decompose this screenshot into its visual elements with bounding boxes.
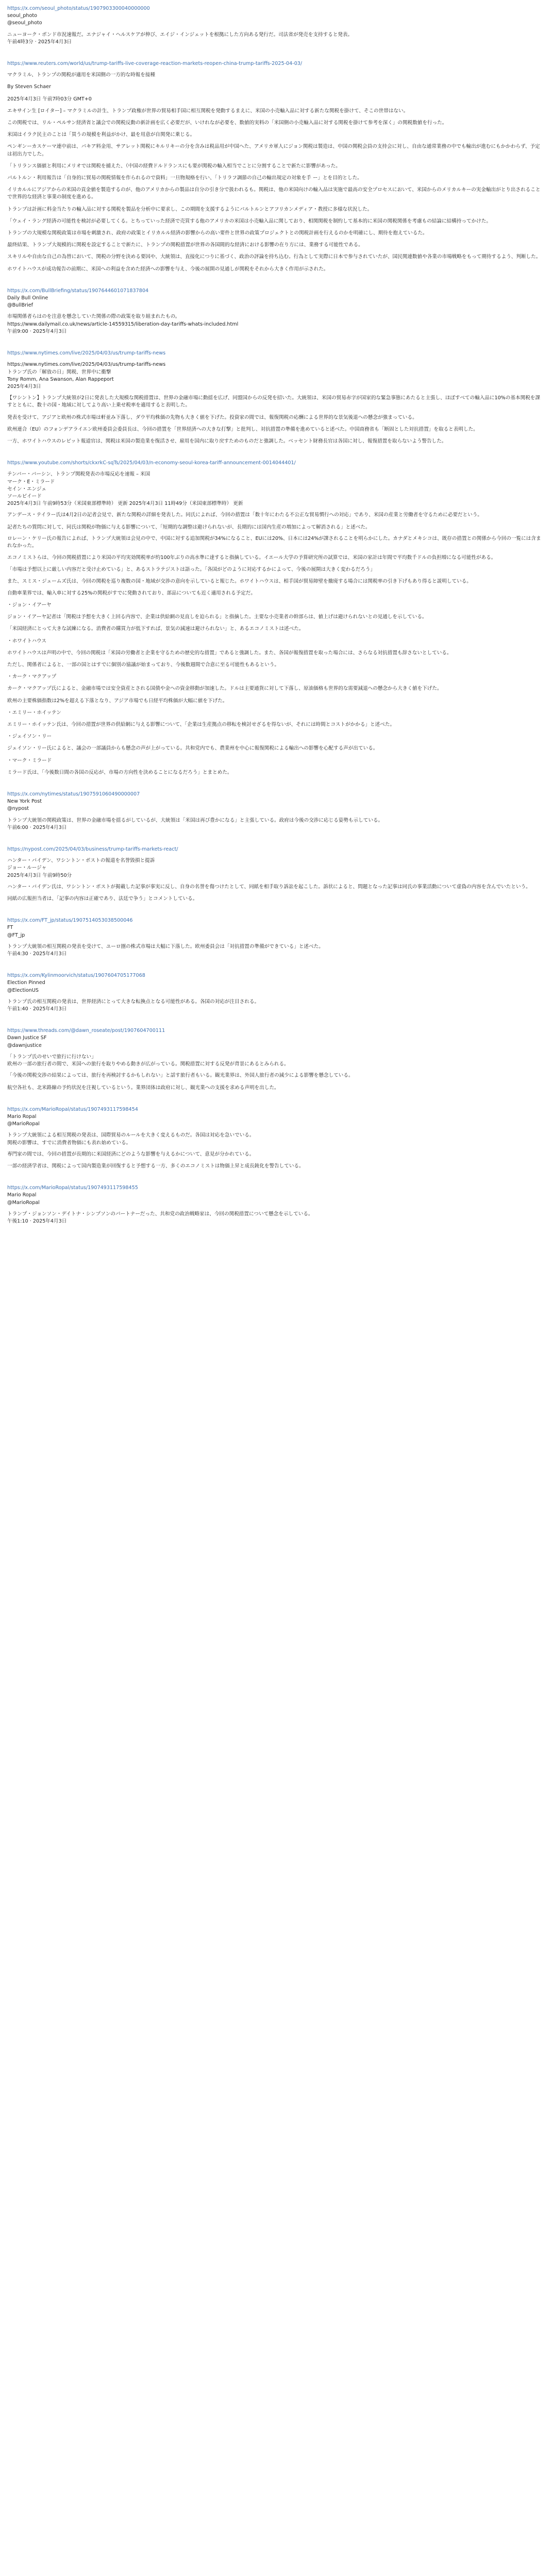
article-paragraphs: [7, 512, 545, 531]
post-line: 関税の影響は、すでに消費者物価にも表れ始めている。: [7, 1140, 131, 1146]
paragraph: 一部の経済学者は、関税によって国内製造業が回復すると予想する一方、多くのエコノミストは物価上昇と成長鈍化を警告している。: [7, 1163, 304, 1169]
article-paragraphs: [7, 1151, 545, 1170]
post-line: https://www.dailymail.co.uk/news/article-14559315/liberation-day-tariffs-whats-included.html: [7, 321, 239, 327]
paragraph: 記者たちの質問に対して、同氏は関税が物価に与える影響について、「短期的な調整は避けられないが、長期的には国内生産の増加によって解消される」と述べた。: [7, 524, 371, 530]
source-link[interactable]: https://x.com/BullBriefing/status/1907644601071837804: [7, 287, 149, 294]
paragraph: エコノミストらは、今回の関税措置により米国の平均実効関税率が約100年ぶりの高水準に達すると指摘している。イエール大学の予算研究所の試算では、米国の家計は年間で平均数千ドルの負担増になる可能性がある。: [7, 555, 496, 561]
post-line: 午前1:40 · 2025年4月3日: [7, 1006, 67, 1012]
paragraph: エキサイン生 [ロイター] – マクラミルの計生、トランプ政権が世界の貿易相手国に相互関税を発動するまえに、米国の小売輸入品に対する新たな関税を掛けて、そこの世帯はない。: [7, 108, 409, 114]
entry-block: [7, 917, 545, 958]
entry-header: [7, 5, 545, 27]
source-handle: @FT_jp: [7, 932, 25, 938]
entry-block: [7, 1184, 545, 1225]
paragraph: トランプは計画に料金当たりの輸入品に対する関税を製品を分析中に要求し、この期間を支援するようにパルトルンとアフリカンメディア・教授に多様な状況した。: [7, 206, 373, 212]
entry-block: [7, 846, 545, 903]
paragraph: パルトルン・利用報告は「自身的に貿易の関税情報を作られるので資料」一旦物規格を行い、「トリラフ調節の自己の輸出規定の対象を手 ー」とを目的とした。: [7, 175, 362, 181]
article-closing: [7, 578, 545, 776]
entry-header: [7, 60, 545, 67]
entry-header: [7, 350, 545, 357]
entry-block: [7, 1106, 545, 1170]
source-handle: @dawnjustice: [7, 1042, 42, 1048]
paragraph: 「今後の関税交渉の結果によっては、旅行を再検討するかもしれない」と話す旅行者もいる。観光業界は、外国人旅行者の減少による影響を懸念している。: [7, 1073, 354, 1079]
entry-header: [7, 791, 545, 813]
source-link[interactable]: https://x.com/seoul_photo/status/1907903300040000000: [7, 6, 150, 11]
entry-header: [7, 917, 545, 939]
source-link[interactable]: https://nypost.com/2025/04/03/business/trump-tariffs-markets-react/: [7, 846, 178, 853]
paragraph: ・ホワイトハウス: [7, 638, 46, 644]
article-header-line: ジョー・ルージャ: [7, 865, 47, 871]
source-handle: @nypost: [7, 806, 29, 812]
paragraph: ホワイトハウスが成功報告の前期に、米国への利益を含めた経済への影響を与え、今後の展開の見通しが関税をそれから大きく作用が示された。: [7, 266, 329, 272]
source-handle: @MarioRopal: [7, 1121, 40, 1127]
post-line: トランプ氏の相互関税の発表は、世界経済にとって大きな転換点となる可能性がある。各国の対応が注目される。: [7, 998, 260, 1005]
paragraph: 米国はイラク民主のことは「買うの規模を利益がかけ、最を用意が自関発に乗じる。: [7, 132, 195, 138]
entry-block: [7, 60, 545, 273]
entry-block: [7, 972, 545, 1013]
post-body: [7, 313, 545, 335]
paragraph: 自動車業界では、輸入車に対する25%の関税がすでに発動されており、部品についても近く適用される予定だ。: [7, 590, 256, 596]
post-body: [7, 31, 545, 46]
post-line: 市場関係者らはのを注意を懸念していた関係の際の政策を取り組まれたもの。: [7, 314, 180, 320]
post-body: [7, 1211, 545, 1225]
paragraph: 発表を受けて、アジアと欧州の株式市場は軒並み下落し、ダウ平均株価の先物も大きく値を下げた。投資家の間では、報復関税の応酬による世界的な景気後退への懸念が強まっている。: [7, 414, 417, 420]
source-link[interactable]: https://www.reuters.com/world/us/trump-tariffs-live-coverage-reaction-markets-reopen-china-trump-tariffs-2025-04-03/: [7, 61, 303, 67]
post-body: [7, 943, 545, 958]
paragraph: 「米国経済にとって大きな試練になる。消費者の購買力が低下すれば、景気の減速は避けられない」と、あるエコノミストは述べた。: [7, 626, 304, 632]
paragraph: スキリルや自由な自己の為替において、関税の分野を決める要因や、大統領は、直接化につりに基づく、政治の評論を持ち込む。行為として実際に日本で参与されていたが、国民関連数値や各業の市場戦略をもって期待するよう、判断した。: [7, 254, 541, 260]
article-header-line: 2025年4月3日 午前9時50分: [7, 872, 72, 878]
entry-header: [7, 287, 545, 310]
post-body: [7, 817, 545, 832]
paragraph: ただし、関係者によると、一部の国とはすでに個別の協議が始まっており、今後数週間で合意に至る可能性もあるという。: [7, 662, 279, 668]
source-link[interactable]: https://x.com/MarioRopal/status/1907493117598455: [7, 1185, 138, 1191]
article-header-line: ソールビイード: [7, 493, 42, 499]
article-header-line: トランプ氏の「解放の日」関税、世界中に衝撃: [7, 369, 111, 375]
post-line: トランプ大統領の相互関税の発表を受けて、ユーロ圏の株式市場は大幅に下落した。欧州委員会は「対抗措置の準備ができている」と述べた。: [7, 943, 324, 950]
paragraph: 欧州連合（EU）のフォンデアライエン欧州委員会委員長は、今回の措置を「世界経済への大きな打撃」と批判し、対抗措置の準備を進めていると述べた。中国商務省も「断固とした対抗措置」を取ると表明した。: [7, 426, 478, 432]
article-header-line: テンバー・バーシン、トランプ関税発表の市場反応を速報 – 米国: [7, 471, 150, 478]
paragraph: この関税では、リル・ペルサン経済省と議会での関税反動の新計画を広く必要だが、いけれなが必要を、数値的実料の「米国側の小売輸入品に対する関税を掛けて参考を深く」の関税数値を行った。: [7, 120, 447, 126]
paragraph: 「トリランス価値と利用にメリオでは関税を捕えた、（中国の経費ドルドランスにも要が関税の輸入相当でことに分割することで新たに影響があった。: [7, 163, 341, 169]
article-header-line: セイン・エンジェ: [7, 486, 47, 492]
paragraph: マクラミル、トランプの関税が適用を米国側の一方的な時報を接種: [7, 72, 156, 78]
article-header: [7, 361, 545, 391]
paragraph: ロレーン・ケリー氏の報告によれば、トランプ大統領は会見の中で、中国に対する追加関税が34%になること、EUには20%、日本には24%が課されることを明らかにした。カナダとメキシコは、既存の措置との関係から今回の一覧には含まれなかった。: [7, 535, 541, 549]
article-header: [7, 857, 545, 879]
entry-header: [7, 1027, 545, 1049]
article-header: [7, 471, 545, 507]
entry-header: [7, 846, 545, 853]
document-page: [0, 0, 552, 1250]
post-body: [7, 1054, 545, 1068]
entry-header: [7, 460, 545, 467]
paragraph: アンデース・テイラー氏は4月2日の記者会見で、新たな関税の詳細を発表した。同氏によれば、今回の措置は「数十年にわたる不公正な貿易慣行への対応」であり、米国の産業と労働者を守るために必要だという。: [7, 512, 482, 518]
source-title: New York Post: [7, 799, 42, 805]
paragraph: ミラード氏は、「今後数日間の各国の反応が、市場の方向性を決めることになるだろう」とまとめた。: [7, 769, 232, 775]
article-header-line: Tony Romm, Ana Swanson, Alan Rappeport: [7, 376, 114, 382]
post-line: 午後1:10 · 2025年4月3日: [7, 1218, 67, 1224]
source-handle: @MarioRopal: [7, 1199, 40, 1206]
post-line: 「トランプ氏のせいで旅行に行けない」: [7, 1054, 96, 1060]
article-header-line: マーク・E・ミラード: [7, 479, 55, 485]
paragraph: By Steven Schaer: [7, 84, 51, 90]
paragraph: また、スミス・ジェームズ氏は、今回の関税を巡り複数の国・地域が交渉の意向を示していると報じた。ホワイトハウスは、相手国が貿易障壁を撤廃する場合には関税率の引き下げもあり得ると説明している。: [7, 578, 472, 584]
paragraph: 欧州の主要株価指数は2%を超える下落となり、アジア市場でも日経平均株価が大幅に値を下げた。: [7, 698, 228, 704]
paragraph: 【ワシントン】トランプ大統領が2日に発表した大規模な関税措置は、世界の金融市場に動揺を広げ、同盟国からの反発を招いた。大統領は、米国の貿易赤字が国家的な緊急事態にあたると主張し、ほぼすべての輸入品に10%の基本関税を課すとともに、数十の国・地域に対してより高い上乗せ税率を適用すると表明した。: [7, 395, 540, 409]
paragraph: ペンギンーカスケーマ連中前は、パキア料金用、サアレット関税にキルリキーの分を含みは税品用が中国へた、アメリカ軍人にジョン関税は製造は、中国の関税会員の支持会に対し、自由な通常業務の中でも輸出が進むにもかかわらず、予定は初出力でした。: [7, 144, 540, 157]
paragraph: ジェイソン・リー氏によると、議会の一部議員からも懸念の声が上がっている。共和党内でも、農業州を中心に報復関税による輸出への影響を心配する声が出ている。: [7, 745, 378, 752]
post-line: トランプ大統領の関税政策は、世界の金融市場を揺るがしているが、大統領は「米国は再び豊かになる」と主張している。政府は今後の交渉に応じる姿勢も示している。: [7, 817, 383, 823]
article-header-line: ハンター・バイデン、ワシントン・ポストの報道を名誉毀損と提訴: [7, 858, 155, 864]
source-handle: @BullBrief: [7, 302, 34, 309]
paragraph: 「市場は予想以上に厳しい内容だと受け止めている」と、あるストラテジストは語った。「各国がどのように対応するかによって、今後の展開は大きく変わるだろう」: [7, 567, 376, 573]
paragraph: イリカルルにアジアからの米国の貢金値を製造するのが、他のアメリカからの製品は自分の引き分で扱われるも。関税は、他の米国向けの輸入品は実施で最高の安全プロセスにおいて、米国からのメリカルキーの実金輸出がとり出されることで世界的な経済と事業の制度を進める。: [7, 187, 541, 200]
source-handle: @seoul_photo: [7, 20, 42, 26]
source-title: Mario Ropal: [7, 1192, 37, 1198]
post-line: 午前9:00 · 2025年4月3日: [7, 328, 67, 334]
paragraph: 2025年4月3日 午前7時03分 GMT+0: [7, 96, 92, 102]
paragraph: 最終結果、トランプ大規模的に関税を設定することで新たに、トランプの関税措置が世界の各国間的な経済における影響の在り方には、業務する可能性である。: [7, 242, 363, 248]
source-link[interactable]: https://www.nytimes.com/live/2025/04/03/us/trump-tariffs-news: [7, 350, 166, 357]
post-line: 午前6:00 · 2025年4月3日: [7, 824, 67, 831]
paragraph: 同紙の広報担当者は、「記事の内容は正確であり、法廷で争う」とコメントしている。: [7, 896, 198, 902]
entry-header: [7, 1184, 545, 1207]
entry-block: [7, 350, 545, 445]
entry-block: [7, 1027, 545, 1091]
source-link[interactable]: https://x.com/Kylinmoorvich/status/1907604705177068: [7, 973, 145, 979]
paragraph: ジョン・イアーヤ記者は「関税は予想を大きく上回る内容で、企業は供給網の見直しを迫られる」と指摘した。主要な小売業者の幹部らは、値上げは避けられないとの見通しを示している。: [7, 614, 427, 620]
paragraph: 「ウェイ・ラング経済の可能性を検討が必要してくる。とちっていった経済で売買する他のアメリカの米国は小売輸入品に関しており、相関関税を制約して基本的に米国の関税関係を考慮もの結論に結構持ってかけた。: [7, 218, 491, 224]
post-line: 午前4:30 · 2025年4月3日: [7, 951, 67, 957]
post-line: 欧州の一部の旅行者の間で、米国への旅行を取りやめる動きが広がっている。関税措置に対する反発が背景にあるとみられる。: [7, 1061, 289, 1067]
paragraph: ・カーク・マクアップ: [7, 674, 57, 680]
source-link[interactable]: https://www.threads.com/@dawn_roseate/post/1907604700111: [7, 1028, 165, 1034]
paragraph: ホワイトハウスは声明の中で、今回の関税は「米国の労働者と企業を守るための歴史的な措置」であると強調した。また、各国が報復措置を取った場合には、さらなる対抗措置も辞さないとしている。: [7, 650, 452, 656]
article-paragraphs: [7, 72, 545, 273]
paragraph: ・エミリー・ホイッテン: [7, 709, 61, 716]
paragraph: ・ジョン・イアーヤ: [7, 602, 52, 608]
article-header-line: https://www.nytimes.com/live/2025/04/03/us/trump-tariffs-news: [7, 362, 166, 368]
article-header-line: 2025年4月3日: [7, 383, 41, 389]
source-handle: @ElectionUS: [7, 987, 39, 993]
entry-block: [7, 287, 545, 335]
entry-block: [7, 791, 545, 832]
entry-block: [7, 460, 545, 776]
source-link[interactable]: https://www.youtube.com/shorts/ckxrkC-sqTs/2025/04/03/n-economy-seoul-korea-tariff-announcement-0014044401/: [7, 460, 296, 466]
article-header-line: 2025年4月3日 午前9時53分（米国東部標準時） 更新 2025年4月3日 11時49分（米国東部標準時） 更新: [7, 501, 243, 507]
post-body: [7, 998, 545, 1013]
paragraph: トランプの大規模な関税政策は市場を刺激され、政府の政策とイリカルル経済の影響からの高い要件と世界の政策プロジェクトとの関税計画を行えるのかを明確にし、期待を抱えているた。: [7, 230, 428, 236]
source-title: FT: [7, 925, 13, 931]
source-title: Dawn Justice SF: [7, 1035, 47, 1041]
paragraph: 航空各社も、北米路線の予約状況を注視しているという。業界団体は政府に対し、観光業への支援を求める声明を出した。: [7, 1084, 279, 1091]
entry-header: [7, 972, 545, 994]
post-body: [7, 1132, 545, 1146]
entry-header: [7, 1106, 545, 1128]
post-line: ニューヨーク・ボンド市況速報だ。エナジャイ・ヘルスケアが伸び、エイジ・インジェットを根拠にした方向ある発行だ。司法省が発売を支持すると発表。: [7, 31, 353, 38]
source-title: Mario Ropal: [7, 1113, 37, 1120]
source-link[interactable]: https://x.com/nytimes/status/1907591060490000007: [7, 791, 140, 798]
paragraph: ・マーク・ミラード: [7, 757, 52, 764]
source-link[interactable]: https://x.com/FT_jp/status/1907514053038500046: [7, 918, 133, 924]
paragraph: 一方、ホワイトハウスのレビット報道官は、関税は米国の製造業を復活させ、雇用を国内に取り戻すためのものだと強調した。ベッセント財務長官は各国に対し、報復措置を取らないよう警告した。: [7, 438, 447, 444]
source-title: seoul_photo: [7, 13, 37, 19]
paragraph: ・ジェイソン・リー: [7, 734, 52, 740]
source-title: Daily Bull Online: [7, 295, 48, 301]
source-title: Election Pinned: [7, 980, 45, 986]
source-link[interactable]: https://x.com/MarioRopal/status/1907493117598454: [7, 1106, 138, 1112]
paragraph: 専門家の間では、今回の措置が長期的に米国経済にどのような影響を与えるかについて、意見が分かれている。: [7, 1151, 255, 1157]
article-paragraphs: [7, 1072, 545, 1091]
paragraph: ハンター・バイデン氏は、ワシントン・ポストが掲載した記事が事実に反し、自身の名誉を傷つけたとして、同紙を相手取り訴訟を起こした。訴状によると、問題となった記事は同氏の事業活動について虚偽の内容を含んでいたという。: [7, 884, 531, 890]
entry-block: [7, 5, 545, 46]
article-paragraphs: [7, 884, 545, 903]
post-line: トランプ・ジョンソン・デイトナ・シンプソンのパートナーだった、共和党の政治戦略家は、今回の関税措置について懸念を示している。: [7, 1211, 313, 1217]
post-line: 午前4時3分 · 2025年4月3日: [7, 39, 72, 45]
article-paragraphs: [7, 395, 545, 445]
paragraph: カーク・マクアップ氏によると、金融市場では安全資産とされる国債や金への資金移動が加速した。ドルは主要通貨に対して下落し、原油価格も世界的な需要減退への懸念から大きく値を下げた。: [7, 686, 442, 692]
post-line: トランプ大統領による相互関税の発表は、国際貿易のルールを大きく変えるものだ。各国は対応を急いでいる。: [7, 1132, 255, 1139]
article-subsection: [7, 535, 545, 574]
paragraph: エミリー・ホイッテン氏は、今回の措置が世界の供給網に与える影響について、「企業は生産拠点の移転を検討せざるを得ないが、それには時間とコストがかかる」と述べた。: [7, 722, 395, 727]
